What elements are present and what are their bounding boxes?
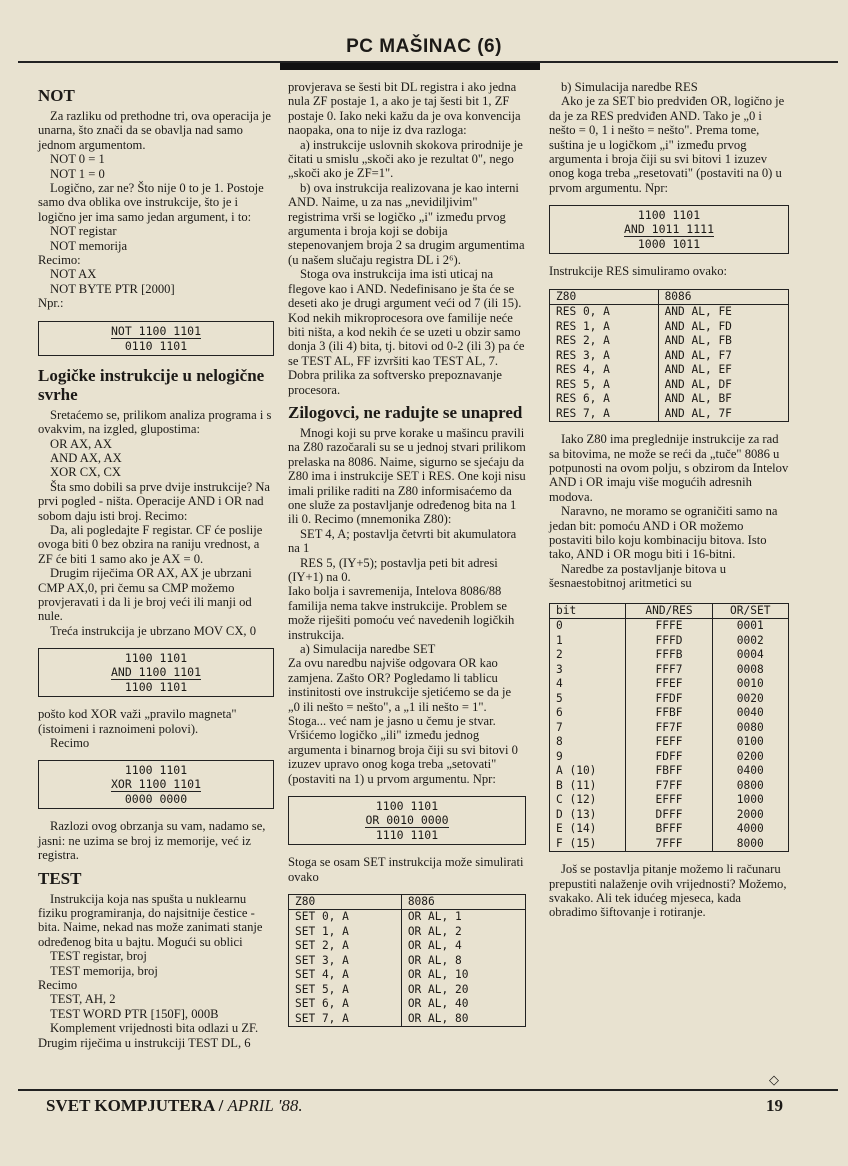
table-cell: AND AL, FE [658, 305, 788, 320]
paragraph: Npr.: [38, 296, 64, 311]
heading-logic: Logičke instrukcije u nelogične svrhe [38, 365, 265, 404]
set-table [288, 894, 526, 1028]
table-cell: 0080 [712, 721, 788, 736]
paragraph: RES 5, (IY+5); postavlja peti bit adresi (IY+1) na 0. [288, 555, 498, 584]
table-cell: 0400 [712, 764, 788, 779]
table-cell: SET 2, A [289, 939, 402, 954]
code-line: NOT memorija [50, 238, 128, 253]
bit-table-body [550, 619, 789, 852]
table-cell: FF7F [626, 721, 712, 736]
table-row [550, 320, 789, 335]
table-row [550, 378, 789, 393]
table-cell: FFFD [626, 634, 712, 649]
table-row [550, 677, 789, 692]
column-1 [38, 80, 274, 1050]
table-cell: F (15) [550, 837, 626, 852]
paragraph: b) ova instrukcija realizovana je kao interni AND. Naime, u za nas „nevidiljivim" registrima vrši se logičko „i" između prvog argumenta i broja koji se dobija stepenovanjem broja 2 sa drugim argumentima (u našem slučaju registra DL i 2⁶). [288, 180, 525, 267]
table-row [289, 983, 526, 998]
table-cell: 7FFF [626, 837, 712, 852]
table-row [550, 721, 789, 736]
table-cell: FFF7 [626, 663, 712, 678]
table-cell: 3 [550, 663, 626, 678]
binary-box-not [38, 321, 274, 356]
table-row [550, 808, 789, 823]
paragraph: Naravno, ne moramo se ograničiti samo na jedan bit: pomoću AND i OR možemo postaviti bilo koju kombinaciju bitova. Isto tako, AND i OR mogu biti i 16-bitni. [549, 504, 778, 562]
table-row [550, 692, 789, 707]
box-line: 1100 1101 [124, 763, 188, 778]
table-row [550, 392, 789, 407]
table-cell: 0001 [712, 619, 788, 634]
table-cell: D (13) [550, 808, 626, 823]
footer-magazine: SVET KOMPJUTERA / APRIL '88. [46, 1096, 303, 1115]
paragraph: Sretaćemo se, prilikom analiza programa i s ovakvim, na izgled, glupostima: [38, 407, 272, 437]
paragraph: a) instrukcije uslovnih skokova prirodnije je čitati u smislu „skoči ako je rezultat 0", nego „skoči ako je ZF=1". [288, 137, 523, 181]
paragraph: Treća instrukcija je ubrzano MOV CX, 0 [50, 623, 257, 638]
table-cell: OR AL, 10 [401, 968, 525, 983]
table-cell: OR AL, 80 [401, 1012, 525, 1027]
table-row [289, 997, 526, 1012]
table-header: AND/RES [626, 603, 712, 619]
paragraph: Instrukcija koja nas spušta u nuklearnu fiziku programiranja, do najsitnije čestice - bita. Naime, nekad nas može zanimati stanje određenog bita u bajtu. Mogući su oblici [38, 891, 263, 949]
table-cell: 9 [550, 750, 626, 765]
paragraph: Stoga ova instrukcija ima isti uticaj na flegove kao i AND. Nedefinisano je šta će se deseti ako je drugi argument veći od 7 (ili 15). Kod nekih mikroprocesora ove familije neće biti ništa, a kod nekih će se uzeti u obzir samo donja 3 (ili 4) bita, tj. bitovi od 0-2 (ili 3) pa će se TEST AL, FF izvršiti kao TEST AL, 7. Dobra prilika za softversko prepoznavanje procesora. [288, 267, 525, 397]
binary-box-and [38, 648, 274, 697]
table-cell: AND AL, FD [658, 320, 788, 335]
table-row [550, 837, 789, 852]
table-cell: DFFF [626, 808, 712, 823]
code-line: TEST registar, broj [50, 949, 147, 964]
table-cell: RES 7, A [550, 407, 659, 422]
table-cell: 2000 [712, 808, 788, 823]
table-row [550, 407, 789, 422]
table-cell: 6 [550, 706, 626, 721]
paragraph: Instrukcije RES simuliramo ovako: [549, 264, 728, 279]
table-cell: 4000 [712, 822, 788, 837]
box-line: 0000 0000 [124, 792, 188, 807]
table-cell: 0 [550, 619, 626, 634]
table-cell: FFFB [626, 648, 712, 663]
table-cell: AND AL, 7F [658, 407, 788, 422]
table-cell: 7 [550, 721, 626, 736]
paragraph: a) Simulacija naredbe SET [300, 642, 436, 657]
binary-box-res [549, 205, 789, 254]
table-cell: AND AL, EF [658, 363, 788, 378]
heading-test: TEST [38, 868, 82, 888]
table-cell: FFEF [626, 677, 712, 692]
table-cell: SET 7, A [289, 1012, 402, 1027]
table-cell: BFFF [626, 822, 712, 837]
table-cell: RES 1, A [550, 320, 659, 335]
table-cell: 0002 [712, 634, 788, 649]
table-cell: RES 5, A [550, 378, 659, 393]
table-row [289, 925, 526, 940]
bit-table [549, 603, 789, 853]
box-line: AND 1100 1101 [110, 665, 201, 680]
code-line: TEST memorija, broj [50, 963, 158, 978]
paragraph: Još se postavlja pitanje možemo li računaru prepustiti nalaženje ovih vrijednosti? Možemo, svakako. Ali tek idućeg mjeseca, kada obradimo šiftovanje i rotiranje. [549, 862, 787, 920]
code-line: NOT AX [50, 267, 97, 282]
table-header: Z80 [289, 894, 402, 910]
table-row [550, 779, 789, 794]
box-line: 1000 1011 [637, 237, 701, 252]
table-cell: E (14) [550, 822, 626, 837]
paragraph: b) Simulacija naredbe RES [561, 80, 698, 94]
table-cell: EFFF [626, 793, 712, 808]
table-row [550, 648, 789, 663]
binary-box-xor [38, 760, 274, 809]
table-cell: 0040 [712, 706, 788, 721]
table-row [289, 1012, 526, 1027]
paragraph: Drugim riječima OR AX, AX je ubrzani CMP AX,0, pri čemu sa CMP možemo provjeravati i da li je broj veći ili manji od nule. [38, 566, 252, 624]
end-mark-icon: ◇ [769, 1072, 779, 1087]
paragraph: Da, ali pogledajte F registar. CF će poslije ovoga biti 0 bez obzira na raniju vrednost, a ZF će biti 1 samo ako je AX = 0. [38, 522, 263, 566]
paragraph: Ako je za SET bio predviđen OR, logično je da je za RES predviđen AND. Tako je „0 i nešto = 0, 1 i nešto = nešto". Prema tome, suština je u logičkom „i" između prvog argumenta i broja čiji su svi bitovi 1 izuzev onog koga treba „resetovati" (postaviti na 0) u prvom argumentu. Npr: [549, 94, 785, 195]
res-table [549, 289, 789, 423]
paragraph: Recimo [50, 736, 90, 750]
paragraph: Naredbe za postavljanje bitova u šesnaestobitnoj aritmetici su [549, 561, 727, 591]
paragraph: provjerava se šesti bit DL registra i ako jedna nula ZF postaje 1, a ako je taj šesti bit 1, ZF postaje 0. Iako neki kažu da je ova konvencija naopaka, ona to nije iz dva razloga: [288, 80, 521, 138]
table-row [550, 305, 789, 320]
table-cell: 0020 [712, 692, 788, 707]
page-header-title: PC MAŠINAC (6) [346, 36, 502, 57]
table-cell: FFFE [626, 619, 712, 634]
code-line: OR AX, AX [50, 436, 112, 451]
column-3 [549, 80, 789, 920]
table-cell: FFDF [626, 692, 712, 707]
table-cell: OR AL, 20 [401, 983, 525, 998]
table-cell: OR AL, 8 [401, 954, 525, 969]
table-row [550, 363, 789, 378]
table-cell: RES 0, A [550, 305, 659, 320]
paragraph: Recimo: [38, 253, 81, 268]
table-cell: SET 6, A [289, 997, 402, 1012]
table-cell: FEFF [626, 735, 712, 750]
table-cell: OR AL, 4 [401, 939, 525, 954]
table-cell: SET 4, A [289, 968, 402, 983]
table-row [550, 663, 789, 678]
code-line: TEST WORD PTR [150F], 000B [50, 1006, 219, 1021]
paragraph: Iako bolja i savremenija, Intelova 8086/88 familija nema takve instrukcije. Problem se može riješiti pomoću već navedenih logičkih instrukcija. [288, 584, 515, 642]
table-row [550, 822, 789, 837]
heading-zilog: Zilogovci, ne radujte se unapred [288, 402, 523, 422]
table-cell: 5 [550, 692, 626, 707]
box-line: 1100 1101 [124, 651, 188, 666]
table-header: Z80 [550, 289, 659, 305]
header-bar [280, 63, 540, 70]
paragraph: Iako Z80 ima preglednije instrukcije za rad sa bitovima, ne može se reći da „tuče" 8086 u potpunosti na ovom polju, s obzirom da Intelov AND i OR imaju više mogućih adresnih modova. [549, 432, 789, 504]
table-cell: OR AL, 2 [401, 925, 525, 940]
table-header: 8086 [658, 289, 788, 305]
code-line: NOT BYTE PTR [2000] [50, 281, 175, 296]
table-cell: SET 3, A [289, 954, 402, 969]
box-line: 1100 1101 [637, 208, 701, 223]
table-row [550, 334, 789, 349]
table-row [550, 619, 789, 634]
table-cell: AND AL, BF [658, 392, 788, 407]
code-line: TEST, AH, 2 [50, 992, 116, 1007]
table-cell: OR AL, 40 [401, 997, 525, 1012]
box-line: 1100 1101 [124, 680, 188, 695]
paragraph: Za razliku od prethodne tri, ova operacija je unarna, što znači da se obavlja nad samo jednom argumentom. [38, 109, 271, 152]
page-number: 19 [766, 1096, 783, 1115]
box-line: XOR 1100 1101 [110, 777, 201, 792]
code-line: NOT 1 = 0 [50, 166, 105, 181]
table-row [550, 706, 789, 721]
table-row [550, 349, 789, 364]
paragraph: Za ovu naredbu najviše odgovara OR kao zamjena. Zašto OR? Pogledamo li tablicu instinitosti ove instrukcije sjetićemo se da je „0 ili nešto = nešto", a „1 ili nešto = 1". Stoga... već nam je jasno u čemu je stvar. Vršićemo logičko „ili" između jednog argumenta i binarnog broja čiji su svi bitovi 0 izuzev upravo onog koga treba „setovati" (postaviti na 1) u prvom argumentu. Npr: [288, 656, 518, 786]
paragraph: pošto kod XOR važi „pravilo magneta" (istoimeni i raznoimeni polovi). [38, 707, 237, 736]
box-line: AND 1011 1111 [623, 222, 714, 237]
table-row [550, 735, 789, 750]
table-cell: AND AL, FB [658, 334, 788, 349]
heading-not: NOT [38, 86, 75, 105]
box-line: OR 0010 0000 [365, 813, 449, 828]
table-row [550, 764, 789, 779]
table-cell: 1 [550, 634, 626, 649]
table-cell: 1000 [712, 793, 788, 808]
table-cell: 0008 [712, 663, 788, 678]
box-line: 1100 1101 [375, 799, 439, 814]
table-header: bit [550, 603, 626, 619]
table-cell: 0004 [712, 648, 788, 663]
table-row [289, 939, 526, 954]
table-cell: B (11) [550, 779, 626, 794]
table-row [289, 954, 526, 969]
table-cell: A (10) [550, 764, 626, 779]
table-header: OR/SET [712, 603, 788, 619]
table-row [550, 793, 789, 808]
box-line: 0110 1101 [124, 338, 188, 353]
table-cell: AND AL, DF [658, 378, 788, 393]
table-cell: 8 [550, 735, 626, 750]
table-cell: RES 4, A [550, 363, 659, 378]
table-cell: 0200 [712, 750, 788, 765]
paragraph: Šta smo dobili sa prve dvije instrukcije? Na prvi pogled - ništa. Operacije AND i OR nad sobom daju isti broj. Recimo: [38, 479, 270, 523]
table-cell: C (12) [550, 793, 626, 808]
table-cell: 0800 [712, 779, 788, 794]
table-row [550, 634, 789, 649]
paragraph: Komplement vrijednosti bita odlazi u ZF. Drugim riječima u instrukciji TEST DL, 6 [38, 1021, 259, 1050]
table-cell: RES 3, A [550, 349, 659, 364]
table-row [289, 910, 526, 925]
paragraph: Logično, zar ne? Što nije 0 to je 1. Postoje samo dva oblika ove instrukcije, što je i logično jer ima samo jedan argument, i to: [38, 181, 264, 224]
table-cell: SET 1, A [289, 925, 402, 940]
paragraph: Mnogi koji su prve korake u mašincu pravili na Z80 razočarali su se u jednoj stvari prilikom prelaska na 8086. Naime, sigurno se sjećaju da Z80 ima i instrukcije SET i RES. One koji nisu imali prilike raditi na Z80 informisaćemo da one služe za postavljanje određenog bita na 1 ili 0. Recimo (mnemonika Z80): [288, 425, 526, 527]
binary-box-or [288, 796, 526, 845]
code-line: NOT registar [50, 224, 117, 239]
table-cell: F7FF [626, 779, 712, 794]
paragraph: Recimo [38, 978, 78, 993]
table-cell: FBFF [626, 764, 712, 779]
column-2 [288, 80, 526, 1037]
paragraph: Stoga se osam SET instrukcija može simulirati ovako [288, 855, 524, 884]
footer-issue: APRIL '88. [227, 1096, 303, 1115]
table-cell: SET 5, A [289, 983, 402, 998]
table-row [289, 968, 526, 983]
table-cell: FDFF [626, 750, 712, 765]
paragraph: SET 4, A; postavlja četvrti bit akumulatora na 1 [288, 526, 517, 556]
footer-magazine-name: SVET KOMPJUTERA [46, 1096, 215, 1115]
code-line: XOR CX, CX [50, 465, 122, 480]
table-cell: RES 6, A [550, 392, 659, 407]
table-cell: 4 [550, 677, 626, 692]
code-line: NOT 0 = 1 [50, 152, 105, 167]
table-cell: 0100 [712, 735, 788, 750]
table-cell: FFBF [626, 706, 712, 721]
table-cell: 0010 [712, 677, 788, 692]
table-cell: AND AL, F7 [658, 349, 788, 364]
table-cell: 8000 [712, 837, 788, 852]
table-cell: OR AL, 1 [401, 910, 525, 925]
code-line: AND AX, AX [50, 450, 122, 465]
table-cell: SET 0, A [289, 910, 402, 925]
table-cell: 2 [550, 648, 626, 663]
paragraph: Razlozi ovog obrzanja su vam, nadamo se, jasni: ne uzima se broj iz memorije, već iz registra. [38, 819, 266, 863]
table-header: 8086 [401, 894, 525, 910]
box-line: NOT 1100 1101 [110, 323, 201, 338]
table-row [550, 750, 789, 765]
box-line: 1110 1101 [375, 828, 439, 843]
table-cell: RES 2, A [550, 334, 659, 349]
footer-rule [18, 1089, 838, 1091]
